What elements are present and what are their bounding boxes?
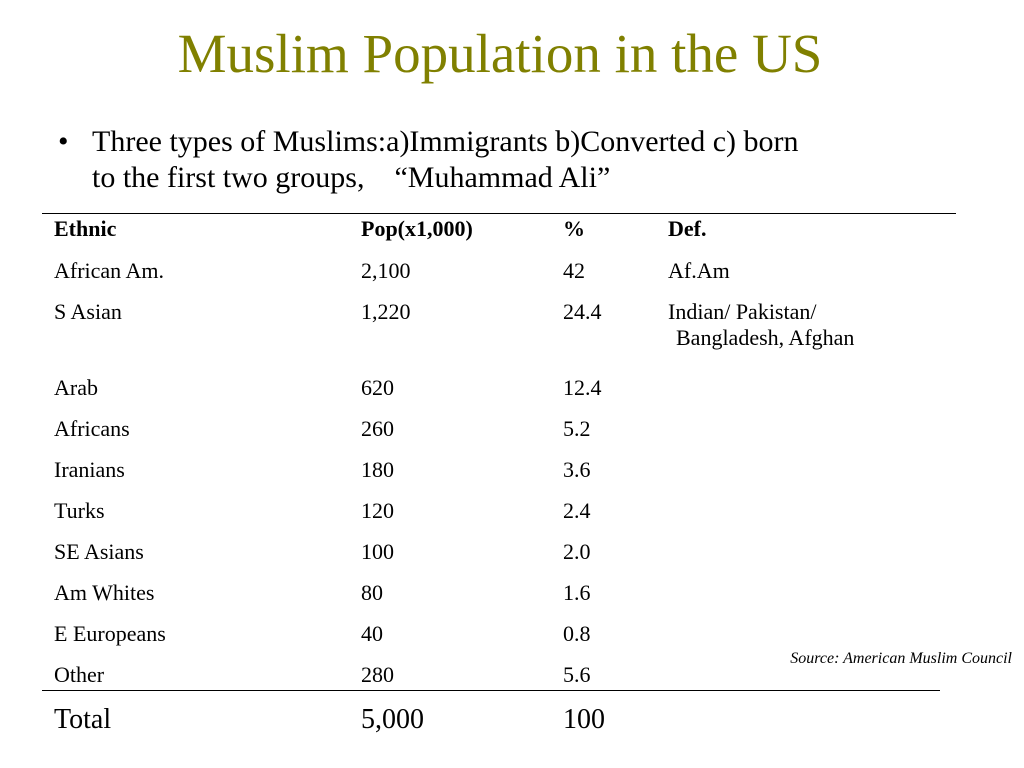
bullet-line-2: to the first two groups, “Muhammad Ali” (92, 161, 611, 194)
cell-ethnic: Turks (54, 498, 105, 523)
cell-pop: 280 (361, 662, 394, 687)
cell-def-line-2: Bangladesh, Afghan (676, 325, 855, 350)
cell-pop: 120 (361, 498, 394, 523)
header-percent: % (563, 216, 585, 241)
cell-def: Af.Am (668, 258, 730, 283)
cell-ethnic: Other (54, 662, 105, 687)
cell-percent: 2.4 (563, 498, 591, 523)
total-label: Total (54, 704, 112, 735)
cell-def (668, 299, 854, 351)
cell-pop: 180 (361, 457, 394, 482)
cell-percent: 24.4 (563, 299, 602, 324)
cell-ethnic: Iranians (54, 457, 125, 482)
header-ethnic: Ethnic (54, 216, 117, 241)
table-bottom-rule (42, 690, 940, 691)
bullet-text (92, 124, 982, 196)
cell-pop: 40 (361, 621, 383, 646)
table-top-rule (42, 213, 956, 214)
cell-percent: 1.6 (563, 580, 591, 605)
bullet-line-1: Three types of Muslims:a)Immigrants b)Converted c) born (92, 125, 799, 158)
cell-ethnic: Arab (54, 375, 98, 400)
cell-ethnic: E Europeans (54, 621, 166, 646)
header-def: Def. (668, 216, 707, 241)
cell-ethnic: Am Whites (54, 580, 155, 605)
slide-title: Muslim Population in the US (177, 23, 823, 84)
cell-percent: 12.4 (563, 375, 602, 400)
cell-percent: 42 (563, 258, 585, 283)
cell-ethnic: Africans (54, 416, 130, 441)
cell-def-line-1: Indian/ Pakistan/ (668, 299, 817, 324)
cell-percent: 5.6 (563, 662, 591, 687)
cell-ethnic: SE Asians (54, 539, 144, 564)
cell-percent: 3.6 (563, 457, 591, 482)
cell-pop: 620 (361, 375, 394, 400)
cell-ethnic: S Asian (54, 299, 122, 324)
cell-pop: 100 (361, 539, 394, 564)
header-pop: Pop(x1,000) (361, 216, 473, 241)
cell-pop: 2,100 (361, 258, 411, 283)
cell-pop: 1,220 (361, 299, 411, 324)
total-pop: 5,000 (361, 704, 424, 735)
cell-ethnic: African Am. (54, 258, 164, 283)
total-percent: 100 (563, 704, 605, 735)
source-note: Source: American Muslim Council (790, 650, 1012, 667)
bullet-symbol: • (58, 125, 69, 158)
cell-percent: 5.2 (563, 416, 591, 441)
cell-pop: 80 (361, 580, 383, 605)
cell-pop: 260 (361, 416, 394, 441)
cell-percent: 2.0 (563, 539, 591, 564)
cell-percent: 0.8 (563, 621, 591, 646)
